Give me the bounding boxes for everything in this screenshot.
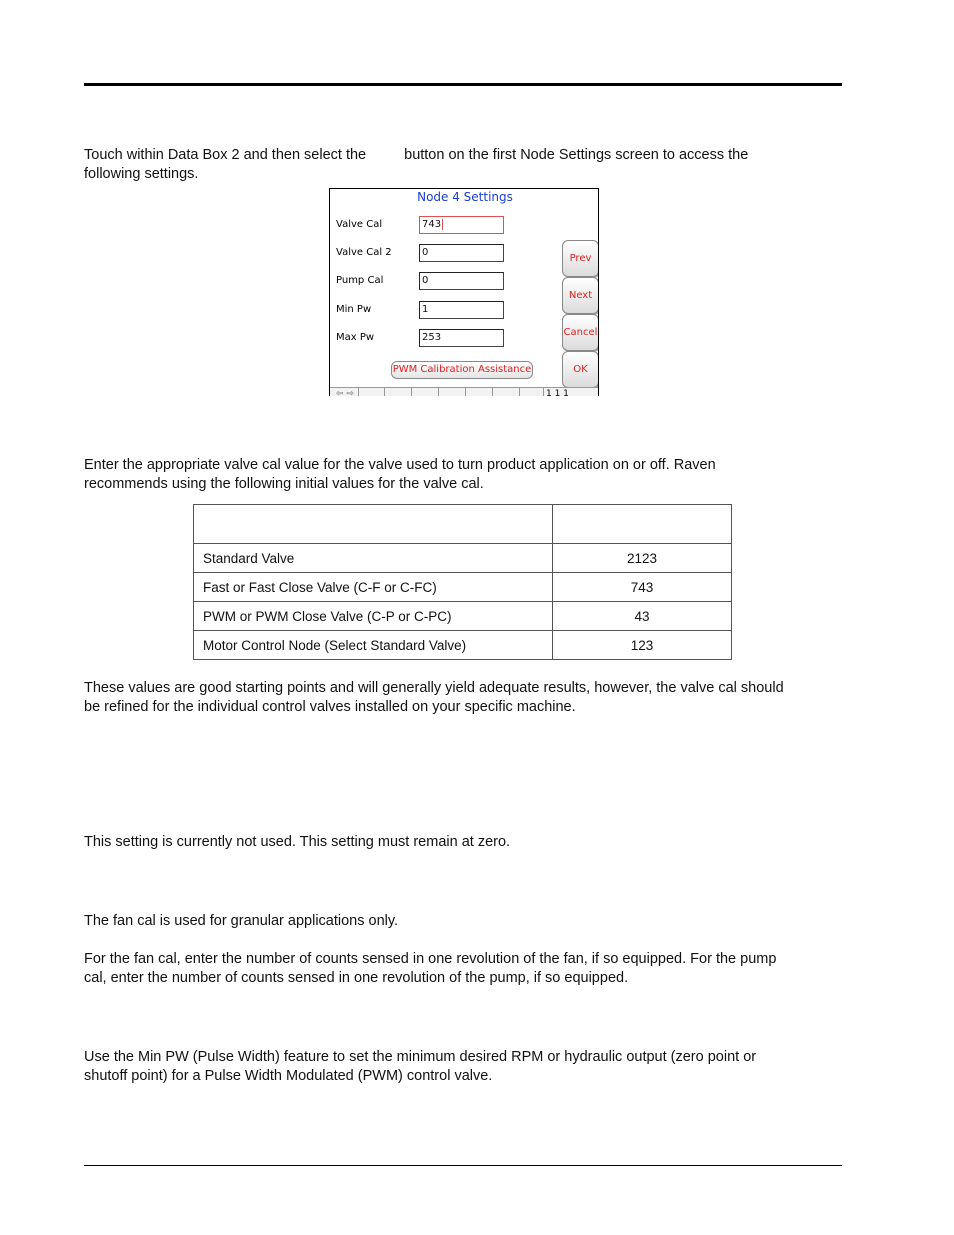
header-rule (84, 83, 842, 86)
valve-cal-input[interactable] (419, 216, 504, 234)
min-pw-label: Min Pw (336, 304, 372, 315)
intro-paragraph (84, 146, 844, 184)
intro-text-line2: following settings. (84, 166, 199, 182)
min-pw-input[interactable]: 1 (419, 301, 504, 319)
table-cell-valve: Motor Control Node (Select Standard Valve) (194, 631, 553, 660)
min-pw-line1: Use the Min PW (Pulse Width) feature to set the minimum desired RPM or hydraulic output (zero point or (84, 1049, 757, 1065)
pump-cal-label: Pump Cal (336, 275, 384, 286)
table-header-value (553, 505, 732, 544)
valve-cal-line1: Enter the appropriate valve cal value for the valve used to turn product application on or off. Raven (84, 457, 716, 473)
toolbar-arrows-icon: ⇦ ⇨ (336, 389, 354, 396)
prev-button[interactable]: Prev (562, 240, 599, 277)
pump-cal-input[interactable]: 0 (419, 272, 504, 290)
valve-cal-paragraph (84, 456, 844, 494)
table-header-valve (194, 505, 553, 544)
toolbar-cell[interactable] (412, 388, 439, 396)
table-cell-value: 43 (553, 602, 732, 631)
valve-cal-label: Valve Cal (336, 219, 383, 230)
toolbar-page-indicator: 1 1 1 (546, 389, 569, 396)
fan-cal-paragraph: The fan cal is used for granular applications only. (84, 913, 399, 929)
table-cell-value: 743 (553, 573, 732, 602)
table-header-row (194, 505, 732, 544)
toolbar-cell[interactable] (359, 388, 385, 396)
toolbar-cell[interactable] (493, 388, 520, 396)
ok-button[interactable]: OK (562, 351, 599, 388)
cancel-button[interactable]: Cancel (562, 314, 599, 351)
max-pw-input[interactable]: 253 (419, 329, 504, 347)
counts-paragraph (84, 950, 844, 988)
table-cell-valve: Standard Valve (194, 544, 553, 573)
counts-line2: cal, enter the number of counts sensed in one revolution of the pump, if so equipped. (84, 970, 629, 986)
pwm-calibration-assistance-button[interactable]: PWM Calibration Assistance (391, 361, 533, 379)
valve-cal-value: 743 (422, 219, 442, 230)
table-cell-value: 123 (553, 631, 732, 660)
starting-points-line1: These values are good starting points and will generally yield adequate results, however, the valve cal should (84, 680, 784, 696)
toolbar-cell[interactable] (520, 388, 544, 396)
valve-cal-2-label: Valve Cal 2 (336, 247, 392, 258)
max-pw-label: Max Pw (336, 332, 375, 343)
min-pw-paragraph (84, 1048, 844, 1086)
not-used-paragraph: This setting is currently not used. This setting must remain at zero. (84, 834, 511, 850)
valve-cal-2-input[interactable]: 0 (419, 244, 504, 262)
screen-title: Node 4 Settings (417, 190, 513, 204)
min-pw-line2: shutoff point) for a Pulse Width Modulated (PWM) control valve. (84, 1068, 493, 1084)
valve-cal-line2: recommends using the following initial values for the valve cal. (84, 476, 484, 492)
toolbar-cell[interactable] (385, 388, 412, 396)
table-row (194, 631, 732, 660)
valve-cal-table (193, 504, 732, 660)
next-button[interactable]: Next (562, 277, 599, 314)
table-cell-valve: Fast or Fast Close Valve (C-F or C-FC) (194, 573, 553, 602)
table-row (194, 602, 732, 631)
table-row (194, 573, 732, 602)
table-row (194, 544, 732, 573)
footer-rule (84, 1165, 842, 1166)
starting-points-line2: be refined for the individual control valves installed on your specific machine. (84, 699, 576, 715)
toolbar-cell[interactable] (466, 388, 493, 396)
screen-toolbar (330, 387, 599, 396)
table-cell-valve: PWM or PWM Close Valve (C-P or C-PC) (194, 602, 553, 631)
counts-line1: For the fan cal, enter the number of counts sensed in one revolution of the fan, if so equipped. For the pump (84, 951, 777, 967)
toolbar-cell[interactable] (439, 388, 466, 396)
table-cell-value: 2123 (553, 544, 732, 573)
starting-points-paragraph (84, 679, 844, 717)
node-settings-screen (329, 188, 599, 396)
intro-text-before: Touch within Data Box 2 and then select the (84, 147, 367, 163)
intro-text-after: button on the first Node Settings screen to access the (404, 147, 749, 163)
